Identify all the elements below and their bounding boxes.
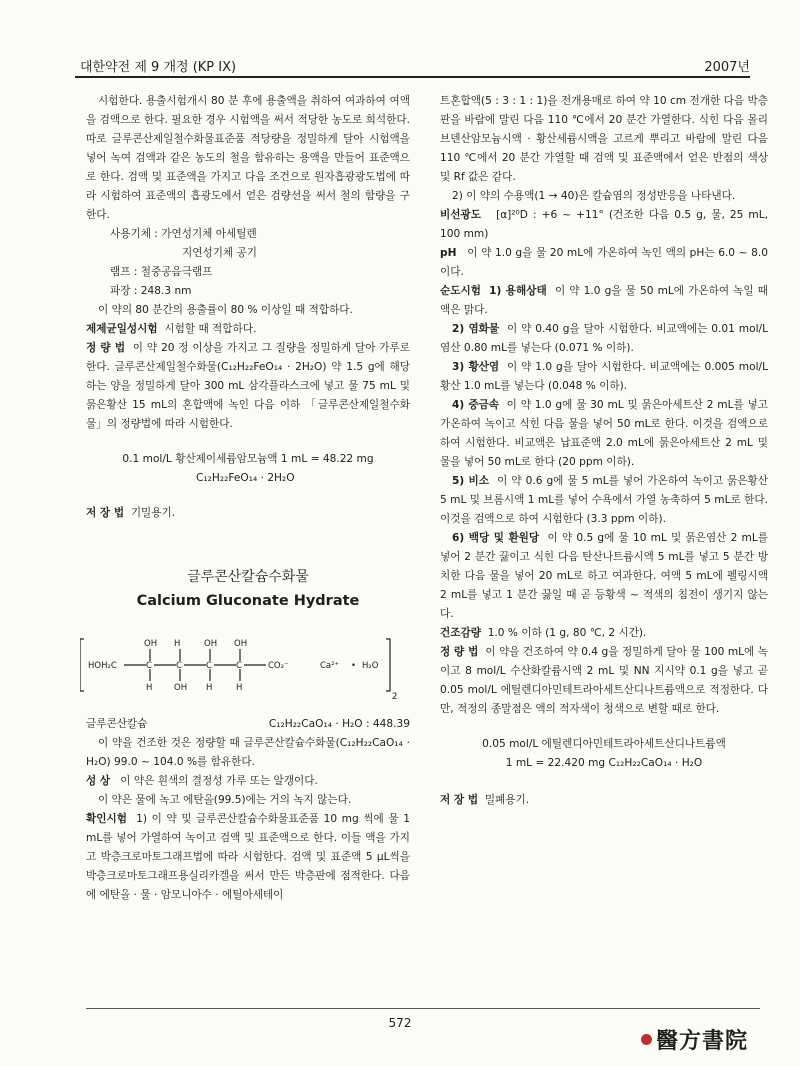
optical-rotation-label: 비선광도 <box>440 209 481 221</box>
svg-text:C: C <box>206 661 212 671</box>
svg-text:C: C <box>236 661 242 671</box>
identification-label: 확인시험 <box>86 813 127 825</box>
storage-section-right <box>440 791 768 810</box>
page-number: 572 <box>388 1016 412 1030</box>
monograph-title-english: Calcium Gluconate Hydrate <box>136 593 360 609</box>
loss-on-drying-label: 건조감량 <box>440 627 481 639</box>
purity-3 <box>440 358 768 396</box>
svg-text:•: • <box>351 661 357 671</box>
struct-h-1: H <box>146 683 153 693</box>
struct-subscript: 2 <box>392 692 398 702</box>
optical-rotation-text: [α]²⁰D : +6 ~ +11° (건조한 다음 0.5 g, 물, 25 mL, 100 mm) <box>440 209 768 240</box>
assay-text: 이 약 20 정 이상을 가지고 그 질량을 정밀하게 달아 가루로 한다. 글루콘산제일철수화물(C₁₂H₂₂FeO₁₄ · 2H₂O) 약 1.5 g에 해당하는 양을 정밀하게 달아 300 mL 삼각플라스크에 넣고 물 75 mL 및 묽은황산 15 mL의 혼합액에 녹인 다음 이하 「글루콘산제일철수화물」의 정량법에 따라 시험한다. <box>86 342 410 430</box>
left-column <box>86 92 410 905</box>
condition-support-gas: 지연성기체 공기 <box>182 247 258 259</box>
right-column <box>440 92 768 810</box>
struct-h-4: H <box>236 683 243 693</box>
monograph-title-korean: 글루콘산칼슘수화물 <box>187 569 309 585</box>
identification-text: 1) 이 약 및 글루콘산칼슘수화물표준품 10 mg 씩에 물 1 mL를 넣어 가열하여 녹이고 검액 및 표준액으로 한다. 이들 액을 가지고 박층크로마토그래프법에 따라 시험한다. 검액 및 표준액 5 μL씩을 박층크로마토그래프용실리카겔을 써서 만든 박층판에 점적한다. 다음에 에탄올 · 물 · 암모니아수 · 에틸아세테이 <box>86 813 410 901</box>
content-requirement: 이 약을 건조한 것은 정량할 때 글루콘산칼슘수화물(C₁₂H₂₂CaO₁₄ · H₂O) 99.0 ~ 104.0 %를 함유한다. <box>86 737 410 768</box>
molecular-formula: C₁₂H₂₂CaO₁₄ · H₂O : 448.39 <box>268 718 410 730</box>
condition-lamp: 램프 : 철중공음극램프 <box>110 266 213 278</box>
struct-h-3: H <box>206 683 213 693</box>
svg-text:C: C <box>176 661 182 671</box>
assay-label: 정 량 법 <box>86 342 126 354</box>
dissolution-paragraph: 시험한다. 용출시험개시 80 분 후에 용출액을 취하여 여과하여 여액을 검액으로 한다. 필요한 경우 시험액을 써서 적당한 농도로 희석한다. 따로 글루콘산제일철수화물표준품 적당량을 정밀하게 달아 시험액을 넣어 녹여 검액과 같은 농도의 철을 함유하는 용액을 만들어 표준액으로 한다. 검액 및 표준액을 가지고 다음 조건으로 원자흡광광도법에 따라 시험하여 표준액의 흡광도에서 얻은 검량선을 써서 철의 함량을 구한다. <box>86 95 410 221</box>
ph-section <box>440 244 768 282</box>
description-section <box>86 772 410 791</box>
structural-formula <box>86 629 410 705</box>
purity-3-label: 3) 황산염 <box>452 361 500 373</box>
storage-label: 저 장 법 <box>86 507 125 519</box>
header-rule <box>75 76 750 78</box>
uniformity-section <box>86 320 410 339</box>
purity-2-label: 2) 염화물 <box>452 323 500 335</box>
purity-4 <box>440 396 768 472</box>
uniformity-text: 시험할 때 적합하다. <box>164 323 257 335</box>
purity-3-text: 이 약 1.0 g을 달아 시험한다. 비교액에는 0.005 mol/L 황산 1.0 mL를 넣는다 (0.048 % 이하). <box>440 361 768 392</box>
assay-equivalence-right: 0.05 mol/L 에틸렌디아민테트라아세트산디나트륨액 <box>482 738 726 750</box>
storage-text-right: 밀폐용기. <box>484 794 530 806</box>
assay-section-right <box>440 643 768 719</box>
assay-label-right: 정 량 법 <box>440 646 479 658</box>
purity-2 <box>440 320 768 358</box>
struct-oh-4: OH <box>234 639 248 649</box>
optical-rotation-section <box>440 206 768 244</box>
assay-text-right: 이 약을 건조하여 약 0.4 g을 정밀하게 달아 물 100 mL에 녹이고 8 mol/L 수산화칼륨시액 2 mL 및 NN 지시약 0.1 g을 넣고 곧 0.05 mol/L 에틸렌디아민테트라아세트산디나트륨액으로 적정한다. 다만, 적정의 종말점은 액의 적자색이 청색으로 변할 때로 한다. <box>440 646 769 715</box>
struct-carboxylate: CO₂⁻ <box>268 661 289 671</box>
structure-diagram <box>80 629 420 705</box>
uniformity-label: 제제균일성시험 <box>86 323 158 335</box>
identification-section <box>86 810 410 905</box>
struct-h-2: H <box>174 639 181 649</box>
purity-4-text: 이 약 1.0 g에 물 30 mL 및 묽은아세트산 2 mL를 넣고 가온하여 녹이고 식힌 다음 물을 넣어 50 mL로 한다. 이것을 검액으로 하여 시험한다. 비교액은 납표준액 2.0 mL에 묽은아세트산 2 mL 및 물을 넣어 50 mL로 한다 (20 ppm 이하). <box>440 399 768 468</box>
header-year: 2007년 <box>704 60 750 75</box>
logo-text: 醫方書院 <box>655 1028 748 1054</box>
solubility-text: 이 약은 물에 녹고 에탄올(99.5)에는 거의 녹지 않는다. <box>98 794 352 806</box>
purity-1-text: 이 약 1.0 g을 물 50 mL에 가온하여 녹일 때 액은 맑다. <box>440 285 768 316</box>
purity-section <box>440 282 768 320</box>
storage-text: 기밀용기. <box>130 507 176 519</box>
purity-2-text: 이 약 0.40 g을 달아 시험한다. 비교액에는 0.01 mol/L 염산 0.80 mL를 넣는다 (0.071 % 이하). <box>440 323 768 354</box>
struct-calcium: Ca²⁺ <box>320 661 340 671</box>
purity-6 <box>440 529 768 624</box>
condition-gas: 사용기체 : 가연성기체 아세틸렌 <box>110 228 257 240</box>
logo-dot-icon <box>641 1034 652 1045</box>
footer-rule <box>86 1008 760 1009</box>
purity-6-label: 6) 백당 및 환원당 <box>452 532 540 544</box>
purity-5-text: 이 약 0.6 g에 물 5 mL를 넣어 가온하여 녹이고 묽은황산 5 mL 및 브롬시액 1 mL를 넣어 수욕에서 가열 농축하여 5 mL로 한다. 이것을 검액으로 하여 시험한다 (3.3 ppm 이하). <box>440 475 768 525</box>
description-text: 이 약은 흰색의 결정성 가루 또는 알갱이다. <box>120 775 318 787</box>
dissolution-criterion: 이 약의 80 분간의 용출률이 80 % 이상일 때 적합하다. <box>98 304 353 316</box>
struct-water: H₂O <box>362 661 379 671</box>
assay-equivalence-formula-right: 1 mL = 22.420 mg C₁₂H₂₂CaO₁₄ · H₂O <box>505 757 703 769</box>
identification-test-2: 2) 이 약의 수용액(1 → 40)은 칼슘염의 정성반응을 나타낸다. <box>452 190 736 202</box>
purity-4-label: 4) 중금속 <box>452 399 500 411</box>
purity-5 <box>440 472 768 529</box>
storage-section <box>86 504 410 523</box>
description-label: 성 상 <box>86 775 111 787</box>
header-book-title: 대한약전 제 9 개정 (KP IX) <box>80 60 237 75</box>
condition-wavelength: 파장 : 248.3 nm <box>110 285 192 297</box>
assay-equivalence: 0.1 mol/L 황산제이세륨암모늄액 1 mL = 48.22 mg <box>122 453 374 465</box>
ph-text: 이 약 1.0 g을 물 20 mL에 가온하여 녹인 액의 pH는 6.0 ~ 8.0 이다. <box>440 247 768 278</box>
loss-on-drying-text: 1.0 % 이하 (1 g, 80 ℃, 2 시간). <box>487 627 647 639</box>
purity-1-label: 1) 용해상태 <box>489 285 547 297</box>
struct-hoh2c: HOH₂C <box>88 661 117 671</box>
struct-oh-1: OH <box>144 639 158 649</box>
identification-continued: 트혼합액(5 : 3 : 1 : 1)을 전개용매로 하여 약 10 cm 전개한 다음 박층판을 바람에 말린 다음 110 ℃에서 20 분간 가열한다. 식힌 다음 몰리브덴산암모늄시액 · 황산세륨시액을 고르게 뿌리고 바람에 말린 다음 110 ℃에서 20 분간 가열할 때 검액 및 표준액에서 얻은 반점의 색상 및 Rf 값은 같다. <box>440 95 768 183</box>
page-header <box>75 50 750 75</box>
formula-name: 글루콘산칼슘 <box>86 718 148 730</box>
svg-text:C: C <box>146 661 152 671</box>
purity-6-text: 이 약 0.5 g에 물 10 mL 및 묽은염산 2 mL를 넣어 2 분간 끓이고 식힌 다음 탄산나트륨시액 5 mL를 넣고 5 분간 방치한 다음 물을 넣어 20 mL로 하고 여과한다. 여액 5 mL에 펠링시액 2 mL를 넣고 1 분간 끓일 때 곧 등황색 ~ 적색의 침전이 생기지 않는다. <box>440 532 768 620</box>
molecular-formula-row <box>86 715 410 734</box>
ph-label: pH <box>440 247 457 259</box>
assay-equivalence-formula: C₁₂H₂₂FeO₁₄ · 2H₂O <box>196 472 295 484</box>
purity-5-label: 5) 비소 <box>452 475 490 487</box>
loss-on-drying-section <box>440 624 768 643</box>
assay-section <box>86 339 410 434</box>
struct-oh-3: OH <box>204 639 218 649</box>
struct-oh-2: OH <box>174 683 188 693</box>
publisher-logo <box>641 1024 748 1055</box>
storage-label-right: 저 장 법 <box>440 794 479 806</box>
purity-label: 순도시험 <box>440 285 481 297</box>
